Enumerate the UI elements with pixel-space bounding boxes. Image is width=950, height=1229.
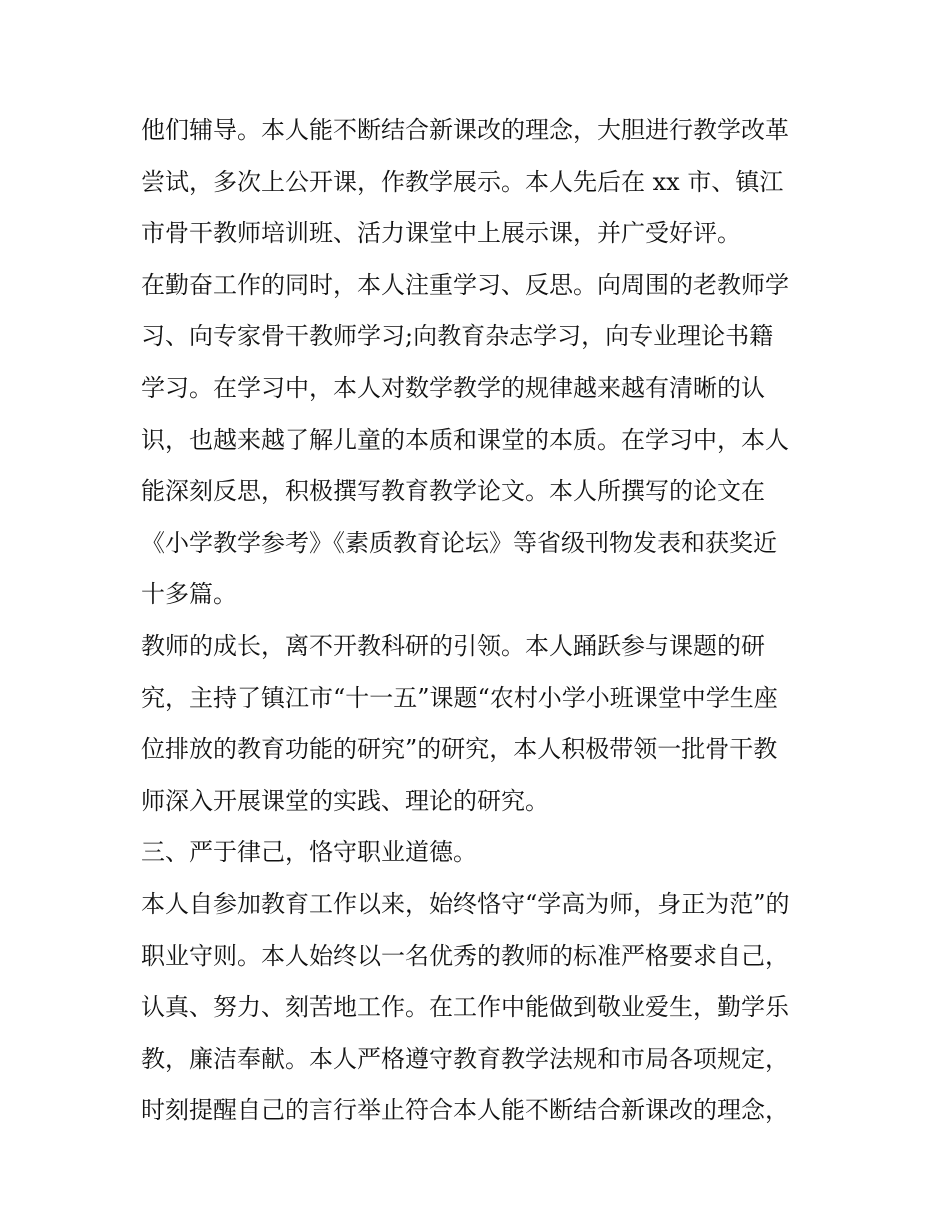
section-heading: 三、严于律己，恪守职业道德。 — [141, 838, 477, 867]
text-line: 位排放的教育功能的研究”的研究，本人积极带领一批骨干教 — [141, 735, 778, 764]
text-line: 能深刻反思，积极撰写教育教学论文。本人所撰写的论文在 — [141, 477, 765, 506]
text-line: 十多篇。 — [141, 580, 237, 609]
text-line: 本人自参加教育工作以来，始终恪守“学高为师，身正为范”的 — [141, 889, 790, 918]
text-line: 学习。在学习中，本人对数学教学的规律越来越有清晰的认 — [141, 373, 765, 402]
text-line: 他们辅导。本人能不断结合新课改的理念，大胆进行教学改革 — [141, 116, 789, 144]
body-text — [141, 105, 821, 1137]
text-line: 尝试，多次上公开课，作教学展示。本人先后在 xx 市、镇江 — [141, 167, 784, 196]
text-line: 师深入开展课堂的实践、理论的研究。 — [141, 786, 549, 815]
text-line: 《小学教学参考》《素质教育论坛》等省级刊物发表和获奖近 — [141, 528, 777, 557]
text-line: 识，也越来越了解儿童的本质和课堂的本质。在学习中，本人 — [141, 425, 789, 454]
text-line: 习、向专家骨干教师学习;向教育杂志学习，向专业理论书籍 — [141, 322, 774, 351]
text-line: 市骨干教师培训班、活力课堂中上展示课，并广受好评。 — [141, 219, 741, 248]
text-line: 时刻提醒自己的言行举止符合本人能不断结合新课改的理念， — [141, 1096, 789, 1125]
text-line: 在勤奋工作的同时，本人注重学习、反思。向周围的老教师学 — [141, 270, 789, 299]
text-line: 究，主持了镇江市“十一五”课题“农村小学小班课堂中学生座 — [141, 683, 778, 712]
text-line: 职业守则。本人始终以一名优秀的教师的标准严格要求自己， — [141, 941, 789, 970]
text-line: 教，廉洁奉献。本人严格遵守教育教学法规和市局各项规定， — [141, 1044, 789, 1073]
text-line: 教师的成长，离不开教科研的引领。本人踊跃参与课题的研 — [141, 631, 765, 660]
text-line: 认真、努力、刻苦地工作。在工作中能做到敬业爱生，勤学乐 — [141, 993, 789, 1022]
